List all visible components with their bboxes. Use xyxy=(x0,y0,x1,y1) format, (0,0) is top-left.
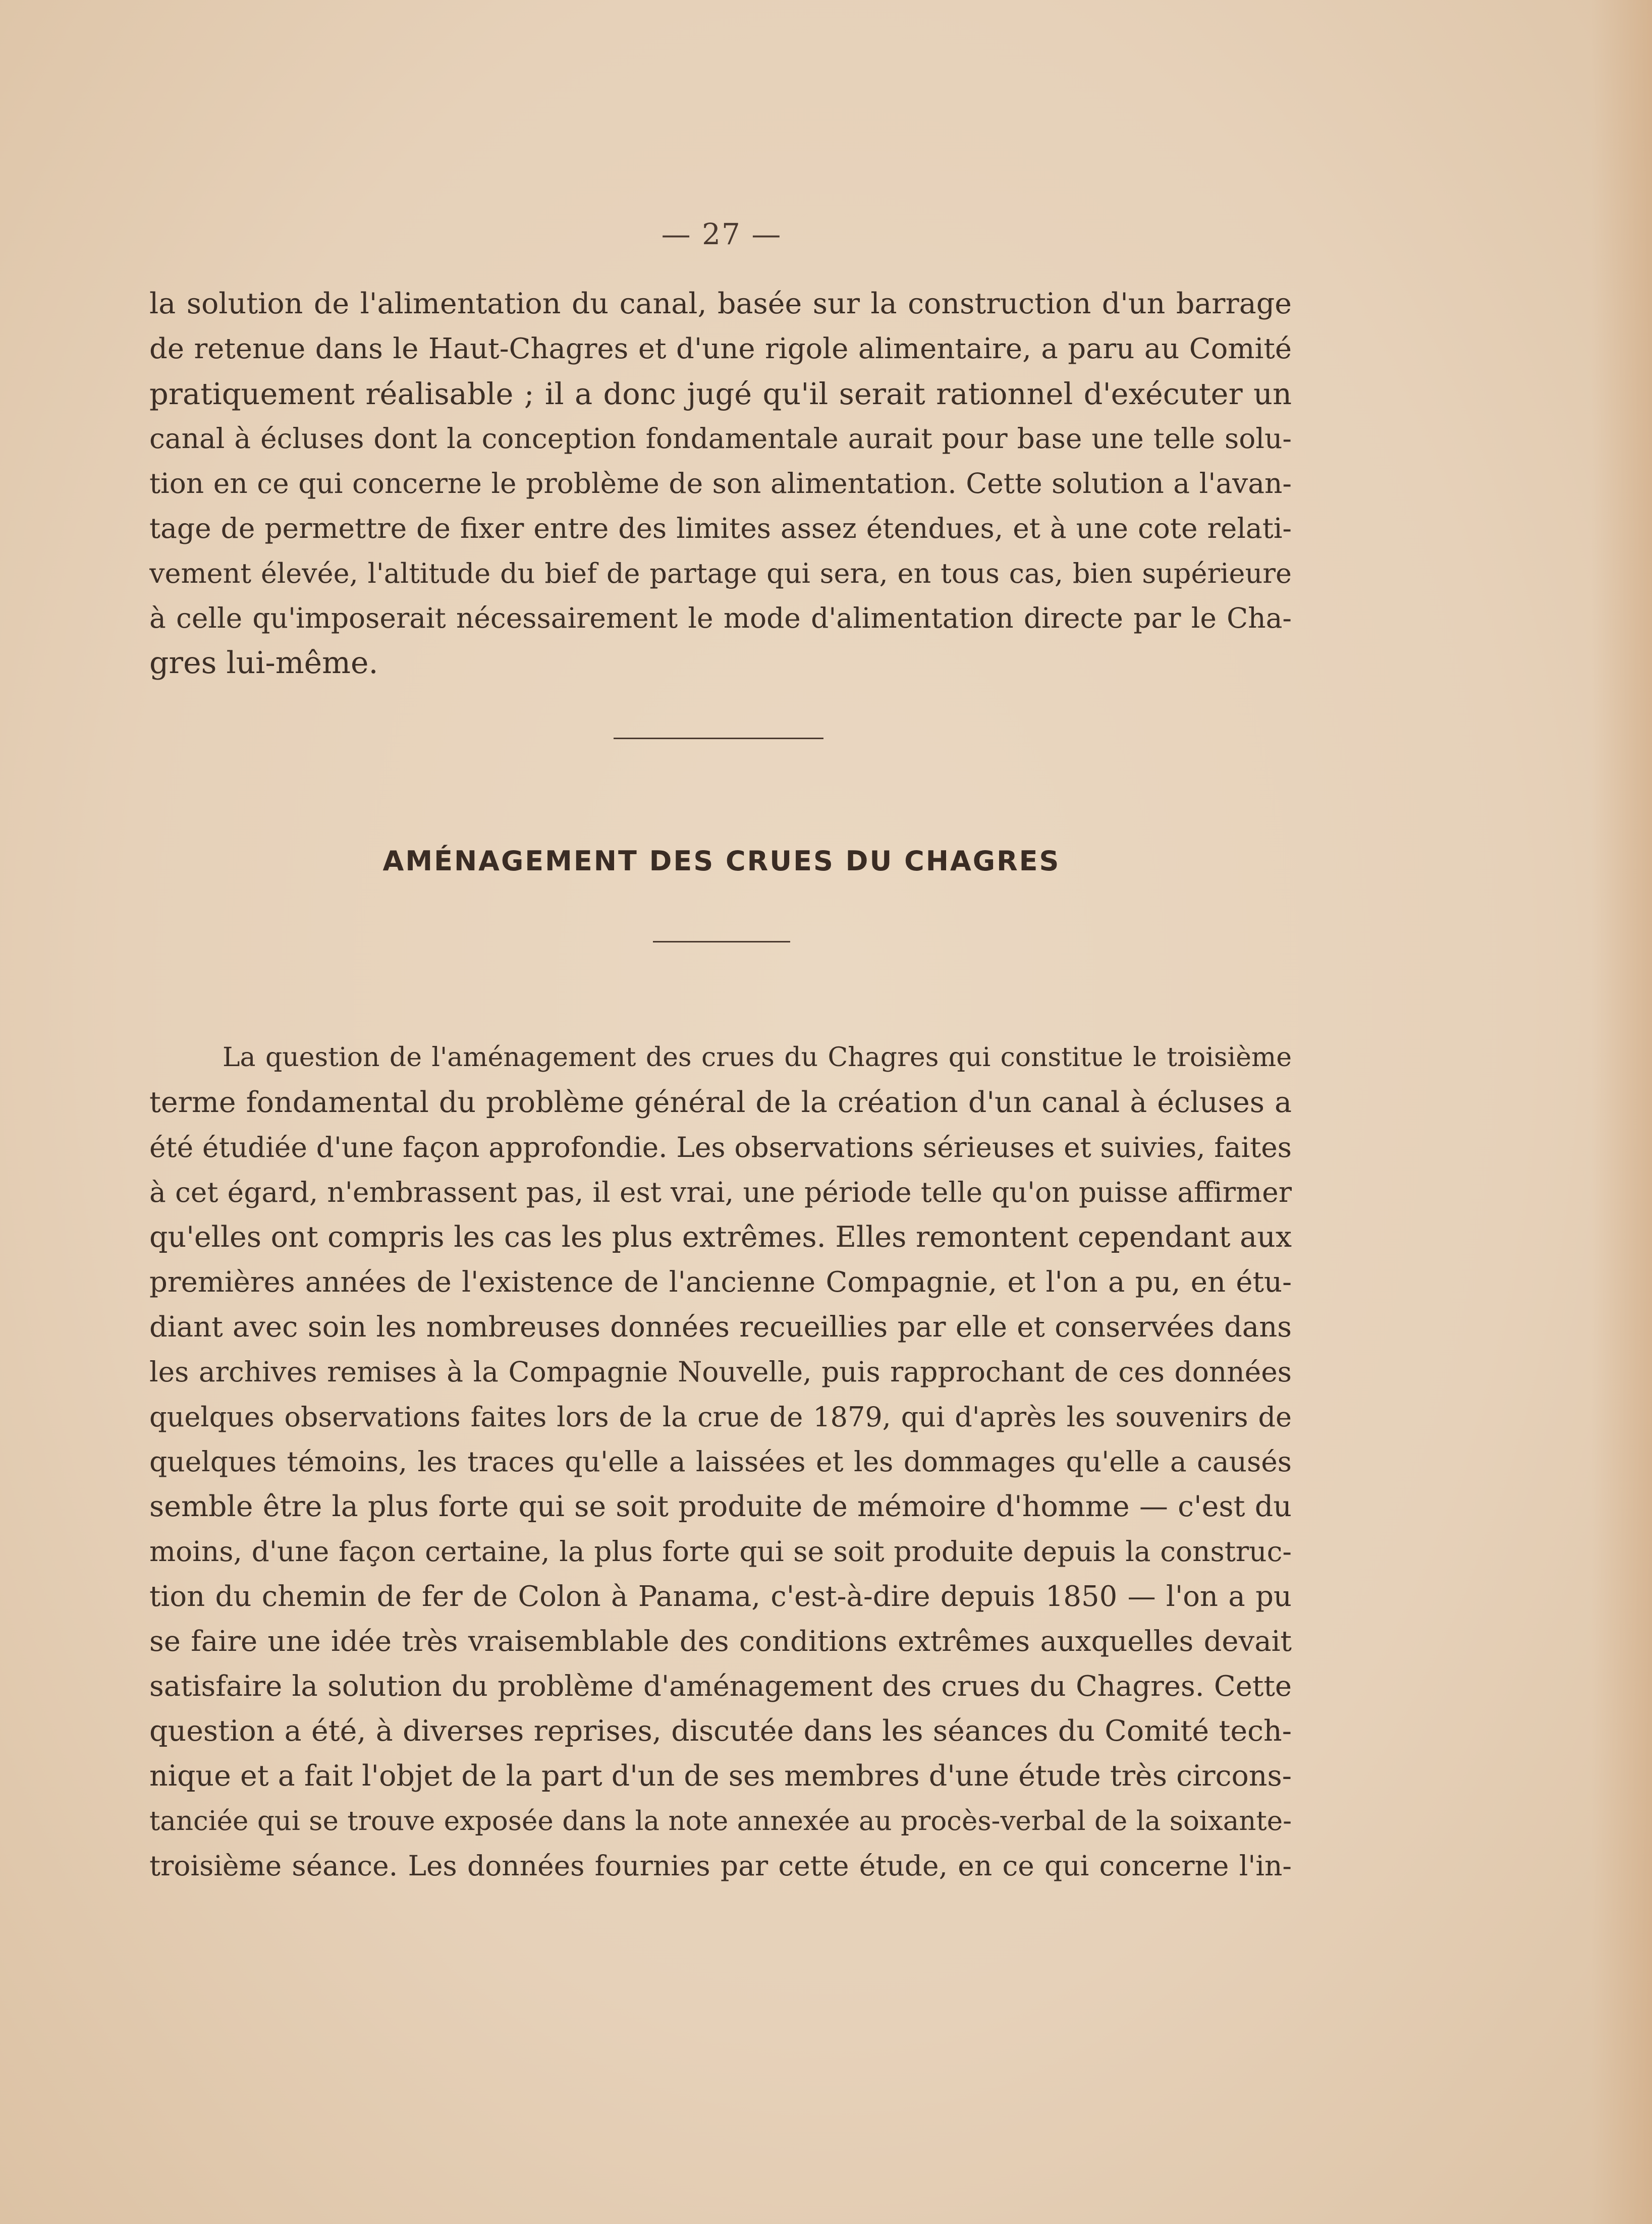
text-line: quelques témoins, les traces qu'elle a laissées et les dommages qu'elle a causés xyxy=(149,1445,1292,1478)
text-line: tion du chemin de fer de Colon à Panama, c'est-à-dire depuis 1850 — l'on a pu xyxy=(149,1580,1292,1613)
text-line: pratiquement réalisable ; il a donc jugé qu'il serait rationnel d'exécuter un xyxy=(149,376,1292,411)
text-line: premières années de l'existence de l'ancienne Compagnie, et l'on a pu, en étu- xyxy=(149,1266,1292,1299)
page-number: — 27 — xyxy=(661,217,782,251)
text-line: satisfaire la solution du problème d'aménagement des crues du Chagres. Cette xyxy=(149,1670,1292,1703)
section-heading: AMÉNAGEMENT DES CRUES DU CHAGRES xyxy=(382,845,1061,877)
text-line: moins, d'une façon certaine, la plus forte qui se soit produite depuis la construc- xyxy=(149,1535,1292,1568)
text-line: La question de l'aménagement des crues du Chagres qui constitue le troisième xyxy=(223,1042,1292,1073)
text-line: canal à écluses dont la conception fondamentale aurait pour base une telle solu- xyxy=(149,422,1292,455)
text-line: à cet égard, n'embrassent pas, il est vrai, une période telle qu'on puisse affirmer xyxy=(149,1176,1292,1208)
text-line: terme fondamental du problème général de la création d'un canal à écluses a xyxy=(149,1086,1292,1119)
text-line: qu'elles ont compris les cas les plus extrêmes. Elles remontent cependant aux xyxy=(149,1220,1292,1254)
text-line: vement élevée, l'altitude du bief de partage qui sera, en tous cas, bien supérieure xyxy=(149,558,1292,589)
text-line: troisième séance. Les données fournies par cette étude, en ce qui concerne l'in- xyxy=(149,1850,1292,1882)
text-line: tion en ce qui concerne le problème de son alimentation. Cette solution a l'avan- xyxy=(149,467,1292,499)
text-line: de retenue dans le Haut-Chagres et d'une rigole alimentaire, a paru au Comité xyxy=(149,332,1292,365)
paragraph-1 xyxy=(149,282,1292,686)
section-divider-bottom xyxy=(653,941,790,942)
text-line: tanciée qui se trouve exposée dans la note annexée au procès-verbal de la soixante- xyxy=(149,1806,1292,1837)
text-line: nique et a fait l'objet de la part d'un de ses membres d'une étude très circons- xyxy=(149,1759,1292,1793)
text-line: se faire une idée très vraisemblable des conditions extrêmes auxquelles devait xyxy=(149,1625,1292,1658)
text-line: les archives remises à la Compagnie Nouvelle, puis rapprochant de ces données xyxy=(149,1356,1292,1388)
section-divider-top xyxy=(614,738,823,739)
page-edge-shading xyxy=(1591,0,1652,2224)
text-line: quelques observations faites lors de la crue de 1879, qui d'après les souvenirs de xyxy=(149,1401,1292,1433)
paragraph-2 xyxy=(149,1035,1292,1888)
text-line: la solution de l'alimentation du canal, basée sur la construction d'un barrage xyxy=(149,287,1292,320)
text-line: été étudiée d'une façon approfondie. Les observations sérieuses et suivies, faites xyxy=(149,1131,1292,1163)
text-line: semble être la plus forte qui se soit produite de mémoire d'homme — c'est du xyxy=(149,1490,1292,1523)
text-line: diant avec soin les nombreuses données recueillies par elle et conservées dans xyxy=(149,1311,1292,1344)
text-line: à celle qu'imposerait nécessairement le mode d'alimentation directe par le Cha- xyxy=(149,602,1292,634)
text-line: gres lui-même. xyxy=(149,645,378,681)
text-line: tage de permettre de fixer entre des limites assez étendues, et à une cote relati- xyxy=(149,512,1292,544)
text-line: question a été, à diverses reprises, discutée dans les séances du Comité tech- xyxy=(149,1714,1292,1748)
